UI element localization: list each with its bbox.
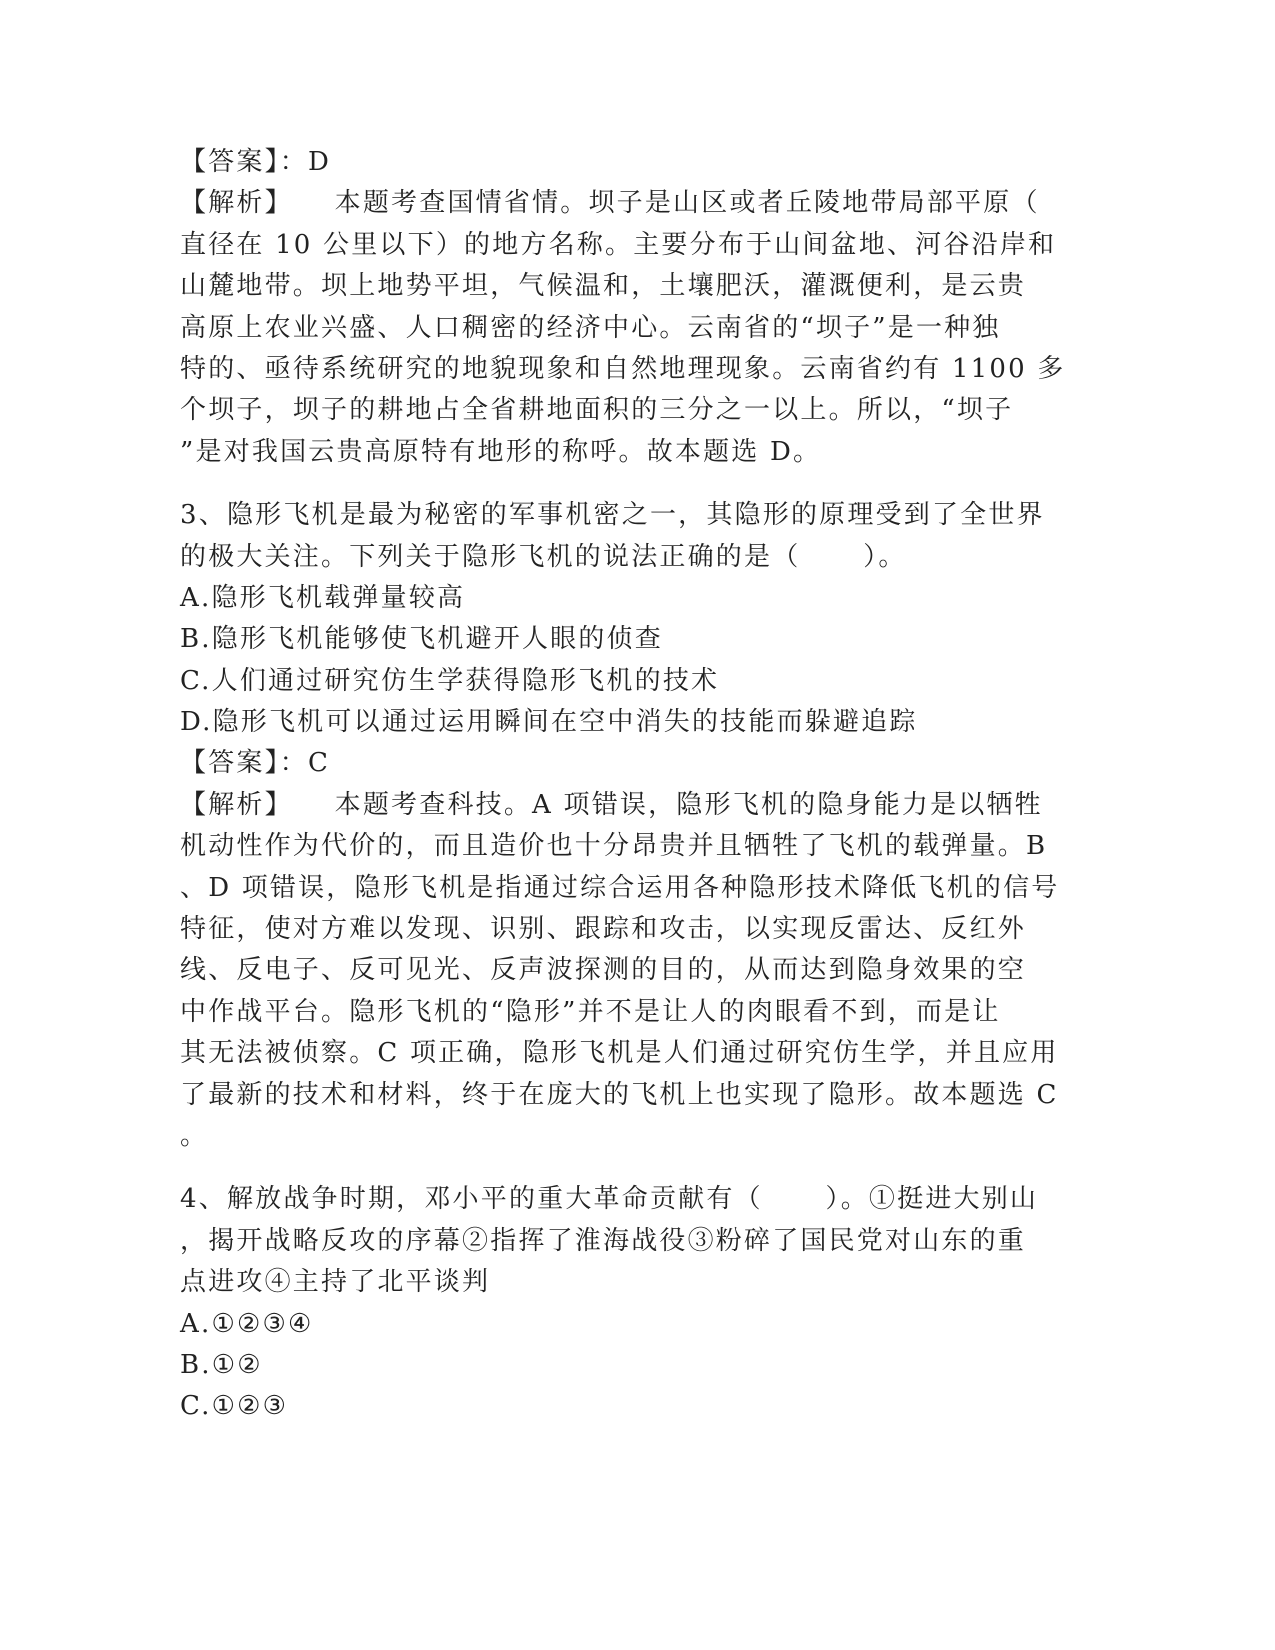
- option-list: [180, 1304, 1060, 1428]
- option-c: C.①②③: [180, 1391, 289, 1422]
- analysis-paragraph: [180, 183, 1066, 473]
- analysis-line: 高原上农业兴盛、人口稠密的经济中心。云南省的“坝子”是一种独: [180, 312, 1001, 343]
- page-content: [180, 142, 1066, 1428]
- stem-line: ，揭开战略反攻的序幕②指挥了淮海战役③粉碎了国民党对山东的重: [180, 1225, 1027, 1256]
- paragraph-gap: [180, 1157, 1060, 1179]
- analysis-line: 山麓地带。坝上地势平坦，气候温和，土壤肥沃，灌溉便利，是云贵: [180, 271, 1027, 302]
- option-a: A.隐形飞机载弹量较高: [180, 582, 466, 613]
- stem-line: 的极大关注。下列关于隐形飞机的说法正确的是（ ）。: [180, 541, 907, 572]
- analysis-line: ”是对我国云贵高原特有地形的称呼。故本题选 D。: [180, 436, 822, 467]
- analysis-paragraph: [180, 785, 1060, 1158]
- stem-line: 点进攻④主持了北平谈判: [180, 1267, 491, 1298]
- analysis-line: 直径在 10 公里以下）的地方名称。主要分布于山间盆地、河谷沿岸和: [180, 229, 1057, 260]
- analysis-line: 个坝子，坝子的耕地占全省耕地面积的三分之一以上。所以，“坝子: [180, 395, 1014, 426]
- question-stem: [180, 1179, 1060, 1303]
- stem-line: 4、解放战争时期，邓小平的重大革命贡献有（ ）。①挺进大别山: [180, 1184, 1039, 1215]
- analysis-line: 【解析】 本题考查科技。A 项错误，隐形飞机的隐身能力是以牺牲: [180, 789, 1043, 820]
- option-d: D.隐形飞机可以通过运用瞬间在空中消失的技能而躲避追踪: [180, 707, 918, 738]
- stem-line: 3、隐形飞机是最为秘密的军事机密之一，其隐形的原理受到了全世界: [180, 500, 1045, 531]
- option-list: [180, 578, 1060, 744]
- answer-line: 【答案】：C: [180, 748, 331, 779]
- analysis-line: 。: [180, 1120, 209, 1151]
- analysis-line: 线、反电子、反可见光、反声波探测的目的，从而达到隐身效果的空: [180, 955, 1027, 986]
- analysis-line: 特的、亟待系统研究的地貌现象和自然地理现象。云南省约有 1100 多: [180, 353, 1066, 384]
- analysis-line: 中作战平台。隐形飞机的“隐形”并不是让人的肉眼看不到，而是让: [180, 996, 1001, 1027]
- option-b: B.①②: [180, 1349, 263, 1380]
- answer-block-1: [180, 142, 1066, 473]
- analysis-line: 机动性作为代价的，而且造价也十分昂贵并且牺牲了飞机的载弹量。B: [180, 831, 1048, 862]
- analysis-line: 特征，使对方难以发现、识别、跟踪和攻击，以实现反雷达、反红外: [180, 914, 1027, 945]
- analysis-line: 【解析】 本题考查国情省情。坝子是山区或者丘陵地带局部平原（: [180, 188, 1040, 219]
- option-a: A.①②③④: [180, 1308, 314, 1339]
- option-c: C.人们通过研究仿生学获得隐形飞机的技术: [180, 665, 720, 696]
- analysis-line: 、D 项错误，隐形飞机是指通过综合运用各种隐形技术降低飞机的信号: [180, 872, 1060, 903]
- answer-line: 【答案】：D: [180, 147, 332, 177]
- analysis-line: 其无法被侦察。C 项正确，隐形飞机是人们通过研究仿生学，并且应用: [180, 1038, 1059, 1069]
- analysis-line: 了最新的技术和材料，终于在庞大的飞机上也实现了隐形。故本题选 C: [180, 1079, 1059, 1110]
- paragraph-gap: [180, 473, 1060, 495]
- option-b: B.隐形飞机能够使飞机避开人眼的侦查: [180, 624, 663, 655]
- question-3: [180, 495, 1060, 1157]
- question-4: [180, 1179, 1060, 1427]
- question-stem: [180, 495, 1060, 578]
